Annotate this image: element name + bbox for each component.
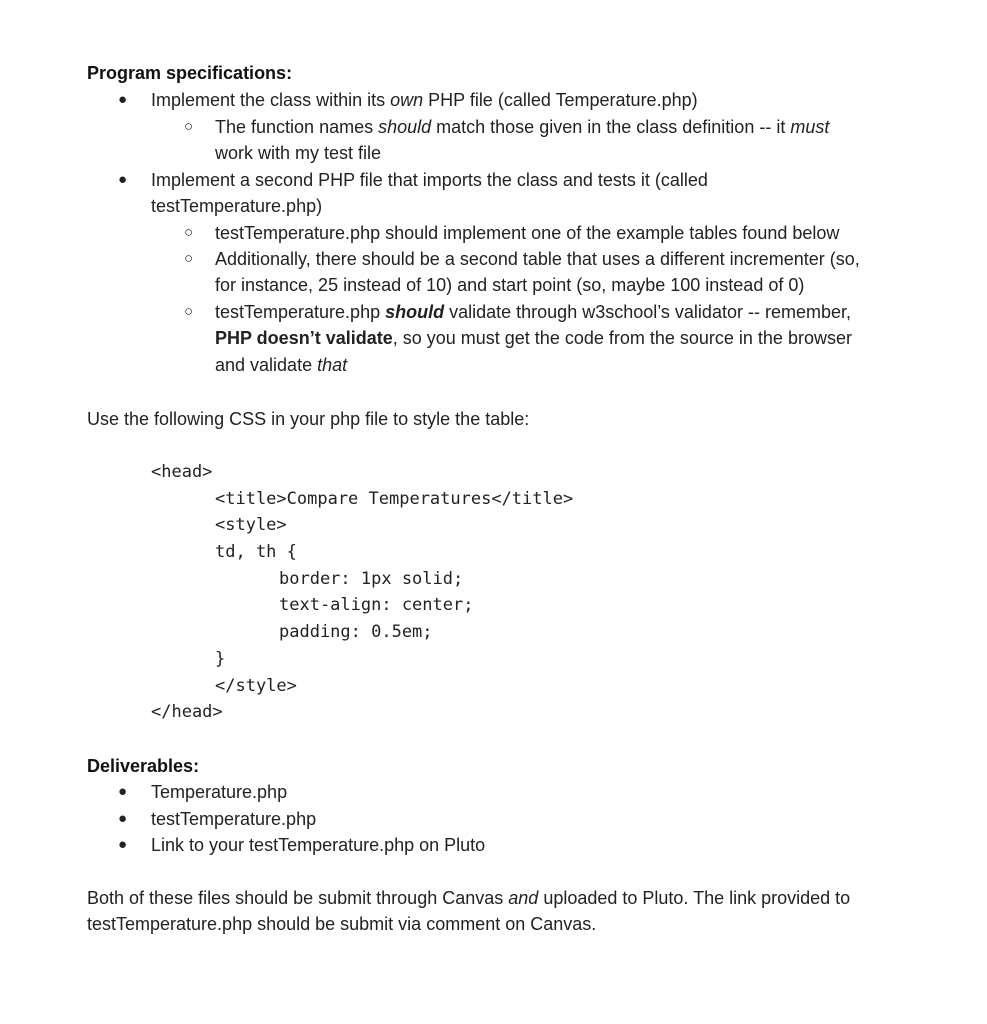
code-head-close: </head> — [151, 702, 223, 722]
sub-bullet-icon: ○ — [184, 250, 194, 267]
spec-item-2-sub-3-line-3: and validate that — [215, 355, 348, 375]
css-intro: Use the following CSS in your php file to style the table: — [87, 409, 530, 429]
spec-heading: Program specifications: — [87, 63, 293, 83]
sub-bullet-icon: ○ — [184, 118, 194, 135]
code-style-close: </style> — [215, 676, 297, 696]
bullet-icon: ● — [118, 91, 128, 108]
spec-item-1-sub-line-1: The function names should match those given in the class definition -- it must — [215, 117, 830, 137]
spec-item-1-sub-line-2: work with my test file — [215, 143, 382, 163]
deliverable-item: testTemperature.php — [151, 809, 317, 829]
sub-bullet-icon: ○ — [184, 303, 194, 320]
spec-item-2-sub-2-line-2: for instance, 25 instead of 10) and start point (so, maybe 100 instead of 0) — [215, 275, 805, 295]
bullet-icon: ● — [118, 171, 128, 188]
spec-item-2-line-2: testTemperature.php) — [151, 196, 323, 216]
deliverable-item: Temperature.php — [151, 782, 288, 802]
code-align: text-align: center; — [279, 595, 474, 615]
code-style-open: <style> — [215, 515, 287, 535]
deliverables-heading: Deliverables: — [87, 756, 200, 776]
spec-item-2-sub-3-line-2: PHP doesn’t validate, so you must get the code from the source in the browser — [215, 328, 852, 348]
closing-line-2: testTemperature.php should be submit via comment on Canvas. — [87, 914, 597, 934]
spec-item-2-sub-2-line-1: Additionally, there should be a second table that uses a different incrementer (so, — [215, 249, 860, 269]
bullet-icon: ● — [118, 810, 128, 827]
spec-item-2-sub-1: testTemperature.php should implement one of the example tables found below — [215, 223, 840, 243]
code-title: <title>Compare Temperatures</title> — [215, 489, 574, 509]
spec-item-1: Implement the class within its own PHP file (called Temperature.php) — [151, 90, 698, 110]
closing-line-1: Both of these files should be submit through Canvas and uploaded to Pluto. The link provided to — [87, 888, 851, 908]
bullet-icon: ● — [118, 783, 128, 800]
deliverable-item: Link to your testTemperature.php on Pluto — [151, 835, 486, 855]
code-border: border: 1px solid; — [279, 569, 464, 589]
bullet-icon: ● — [118, 836, 128, 853]
sub-bullet-icon: ○ — [184, 224, 194, 241]
spec-item-2-sub-3-line-1: testTemperature.php should validate through w3school’s validator -- remember, — [215, 302, 851, 322]
spec-item-2-line-1: Implement a second PHP file that imports the class and tests it (called — [151, 170, 708, 190]
code-padding: padding: 0.5em; — [279, 622, 433, 642]
code-brace-close: } — [215, 649, 226, 669]
code-head-open: <head> — [151, 462, 213, 482]
code-selector: td, th { — [215, 542, 297, 562]
